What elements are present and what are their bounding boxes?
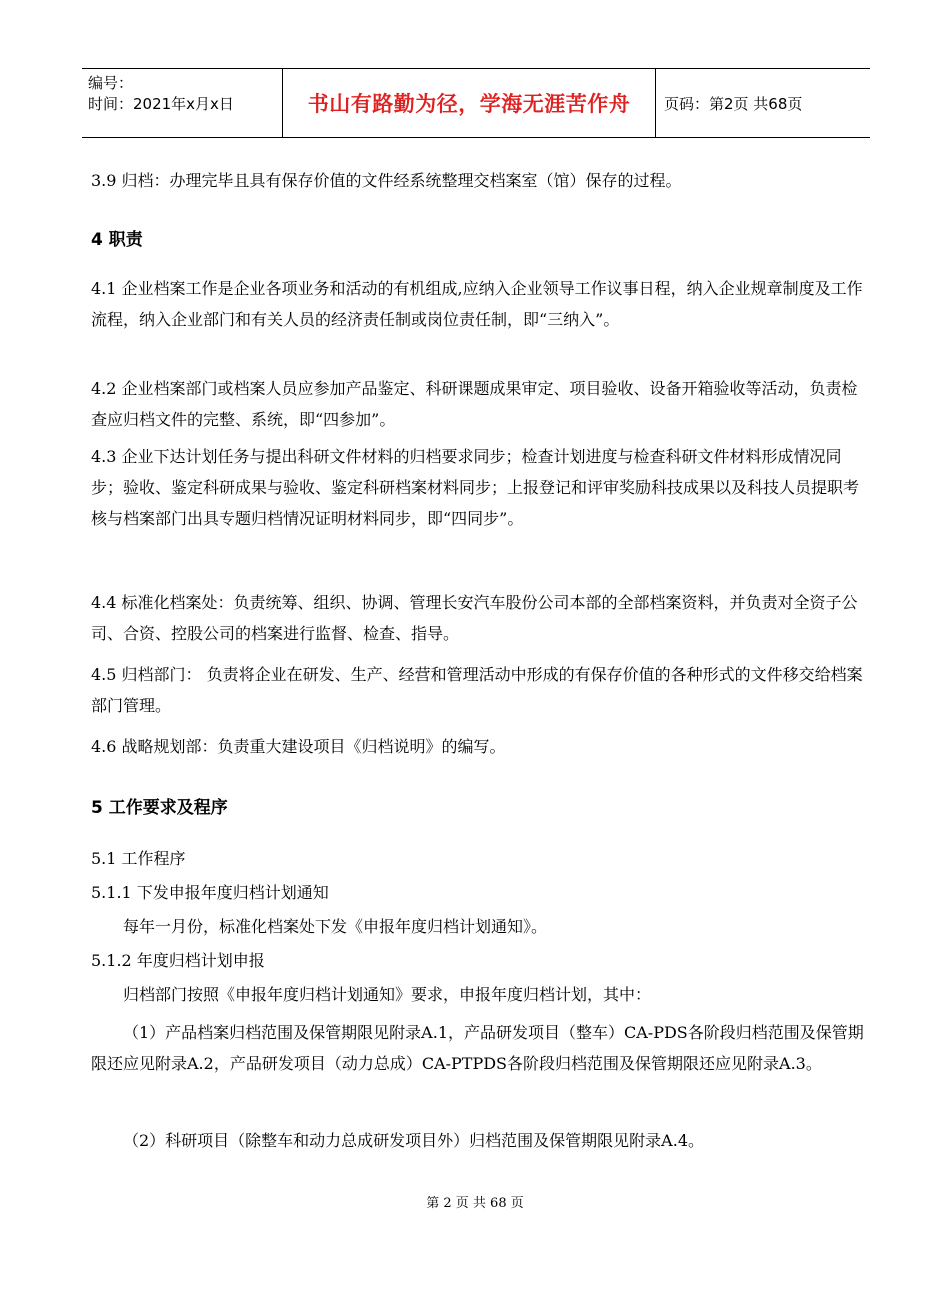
paragraph-5-1-1: 5.1.1 下发申报年度归档计划通知 <box>91 883 329 902</box>
paragraph-4-4: 4.4 标准化档案处：负责统筹、组织、协调、管理长安汽车股份公司本部的全部档案资料，并负责对全资子公司、合资、控股公司的档案进行监督、检查、指导。 <box>91 593 858 643</box>
paragraph-4-5: 4.5 归档部门： 负责将企业在研发、生产、经营和管理活动中形成的有保存价值的各种形式的文件移交给档案部门管理。 <box>91 665 863 715</box>
paragraph-5-1-2-body: 归档部门按照《申报年度归档计划通知》要求，申报年度归档计划，其中： <box>123 985 652 1004</box>
document-date-label: 时间：2021年x月x日 <box>88 95 234 113</box>
page-footer: 第 2 页 共 68 页 <box>426 1196 524 1211</box>
header-page-info: 页码：第2页 共68页 <box>664 94 803 113</box>
page-header <box>82 68 870 138</box>
section-heading-5: 5 工作要求及程序 <box>91 798 228 818</box>
paragraph-4-1: 4.1 企业档案工作是企业各项业务和活动的有机组成,应纳入企业领导工作议事日程，纳入企业规章制度及工作流程，纳入企业部门和有关人员的经济责任制或岗位责任制，即“三纳入”。 <box>91 279 863 329</box>
header-left-cell <box>82 69 282 137</box>
paragraph-4-3: 4.3 企业下达计划任务与提出科研文件材料的归档要求同步；检查计划进度与检查科研文件材料形成情况同步；验收、鉴定科研成果与验收、鉴定科研档案材料同步；上报登记和评审奖励科技成果以及科技人员提职考核与档案部门出具专题归档情况证明材料同步，即“四同步”。 <box>91 447 860 528</box>
paragraph-4-6: 4.6 战略规划部：负责重大建设项目《归档说明》的编写。 <box>91 737 506 756</box>
header-motto: 书山有路勤为径，学海无涯苦作舟 <box>282 69 656 137</box>
paragraph-5-1: 5.1 工作程序 <box>91 849 186 868</box>
paragraph-5-1-1-body: 每年一月份，标准化档案处下发《申报年度归档计划通知》。 <box>123 917 548 936</box>
section-heading-4: 4 职责 <box>91 230 143 250</box>
list-item-2: （2）科研项目（除整车和动力总成研发项目外）归档范围及保管期限见附录A.4。 <box>123 1131 705 1150</box>
paragraph-4-2: 4.2 企业档案部门或档案人员应参加产品鉴定、科研课题成果审定、项目验收、设备开箱验收等活动，负责检查应归档文件的完整、系统，即“四参加”。 <box>91 379 858 429</box>
paragraph-5-1-2: 5.1.2 年度归档计划申报 <box>91 951 265 970</box>
list-item-1: （1）产品档案归档范围及保管期限见附录A.1，产品研发项目（整车）CA-PDS各阶段归档范围及保管期限还应见附录A.2，产品研发项目（动力总成）CA-PTPDS各阶段归档范围及保管期限还应见附录A.3。 <box>91 1023 864 1073</box>
paragraph-3-9: 3.9 归档：办理完毕且具有保存价值的文件经系统整理交档案室（馆）保存的过程。 <box>91 171 682 190</box>
document-number-label: 编号： <box>88 74 134 92</box>
